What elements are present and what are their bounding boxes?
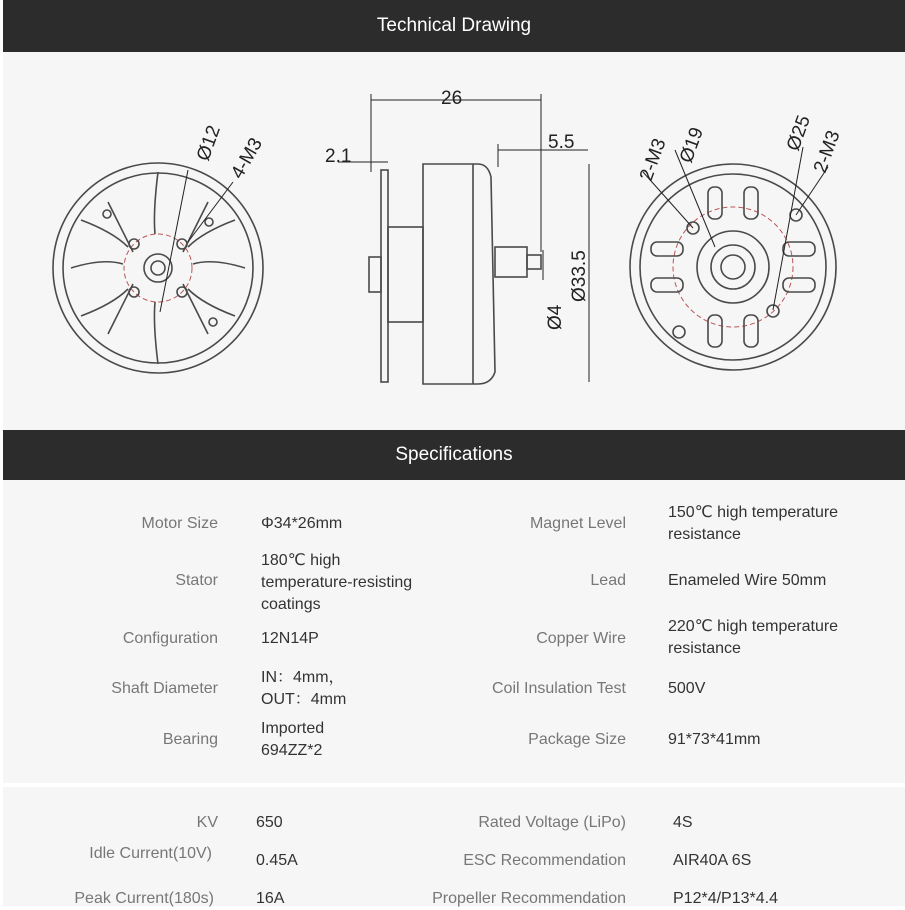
- side-dim-d4: Ø4: [545, 304, 566, 330]
- perf-value: P12*4/P13*4.4: [673, 890, 778, 907]
- spec-value: 500V: [668, 680, 706, 697]
- back-2m3-right-label: 2-M3: [809, 127, 845, 176]
- spec-label: Copper Wire: [536, 630, 626, 647]
- spec-value: Enameled Wire 50mm: [668, 572, 827, 589]
- perf-label: ESC Recommendation: [463, 852, 626, 869]
- perf-label: Propeller Recommendation: [432, 890, 626, 907]
- spec-label: Motor Size: [141, 515, 218, 532]
- specifications-title: Specifications: [395, 444, 513, 465]
- spec-label: Stator: [175, 572, 218, 589]
- spec-value: Φ34*26mm: [261, 515, 343, 532]
- perf-value: 650: [256, 814, 283, 831]
- technical-drawing-svg: [3, 52, 905, 430]
- front-view: [53, 163, 263, 373]
- spec-value: Imported 694ZZ*2: [261, 720, 325, 759]
- perf-value: AIR40A 6S: [673, 852, 752, 869]
- back-d25-label: Ø25: [782, 112, 815, 154]
- perf-label: KV: [196, 814, 218, 831]
- specifications-header: [3, 430, 905, 480]
- side-dim-2-1: 2.1: [325, 146, 352, 167]
- perf-value: 4S: [673, 814, 693, 831]
- side-dim-26: 26: [441, 88, 463, 109]
- spec-label: Package Size: [528, 731, 626, 748]
- side-dim-d33-5: Ø33.5: [569, 250, 590, 302]
- perf-value: 16A: [256, 890, 285, 907]
- back-2m3-left-label: 2-M3: [635, 135, 671, 184]
- spec-value: 180℃ high temperature-resisting coatings: [261, 552, 413, 613]
- spec-value: 220℃ high temperature resistance: [668, 618, 839, 657]
- front-d12-label: Ø12: [192, 122, 225, 164]
- technical-drawing: [3, 52, 905, 430]
- technical-drawing-header: [3, 0, 905, 52]
- perf-value: 0.45A: [256, 852, 298, 869]
- spec-value: 150℃ high temperature resistance: [668, 504, 839, 543]
- perf-label: Peak Current(180s): [74, 890, 214, 907]
- technical-drawing-title: Technical Drawing: [376, 15, 532, 36]
- spec-label: Lead: [590, 572, 626, 589]
- spec-label: Coil Insulation Test: [492, 680, 626, 697]
- back-d19-label: Ø19: [675, 124, 708, 166]
- spec-label: Magnet Level: [529, 515, 626, 532]
- spec-value: 12N14P: [261, 630, 319, 647]
- perf-label: Idle Current(10V): [89, 845, 212, 862]
- front-4m3-label: 4-M3: [227, 134, 267, 183]
- spec-value: 91*73*41mm: [668, 731, 761, 748]
- spec-value: IN：4mm，OUT：4mm: [261, 669, 347, 708]
- spec-label: Shaft Diameter: [111, 680, 218, 697]
- back-view: [630, 147, 836, 370]
- perf-label: Rated Voltage (LiPo): [478, 814, 626, 831]
- spec-label: Bearing: [162, 731, 218, 748]
- side-dim-5-5: 5.5: [548, 132, 575, 153]
- spec-label: Configuration: [122, 630, 218, 647]
